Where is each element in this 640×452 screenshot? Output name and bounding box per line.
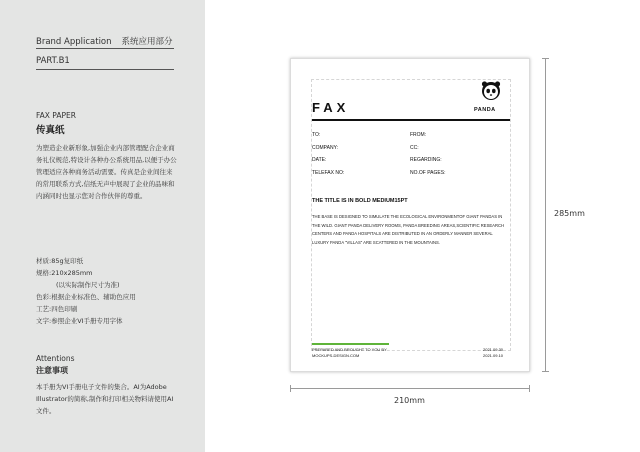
part-label: PART.B1: [36, 56, 70, 66]
accent-line: [312, 343, 389, 345]
header-divider: [36, 48, 174, 49]
spec-font: 文字:参照企业VI手册专用字体: [36, 317, 123, 325]
field-pages: NO.OF PAGES:: [410, 170, 446, 176]
footer-credit: [312, 347, 387, 359]
part-divider: [36, 69, 174, 70]
footer-credit-line1: PREPARED AND BROUGHT TO YOU BY: [312, 347, 387, 352]
attentions-en: Attentions: [36, 354, 75, 363]
panda-logo-icon: [481, 80, 501, 102]
fax-title: FAX: [312, 100, 350, 115]
height-label: 285mm: [554, 209, 585, 218]
section-header: [36, 35, 173, 47]
field-company: COMPANY:: [312, 145, 339, 151]
header-cn: 系统应用部分: [121, 37, 173, 47]
footer-date-1: 2021.09.30: [483, 347, 504, 352]
spec-material: 材质:85g复印纸: [36, 257, 84, 265]
logo-wordmark: PANDA: [474, 107, 496, 113]
spec-size-note: (以实际制作尺寸为准): [56, 281, 120, 289]
field-telefax: TELEFAX NO:: [312, 170, 345, 176]
spec-list: [36, 255, 196, 327]
attentions-cn: 注意事项: [36, 366, 68, 375]
field-cc: CC:: [410, 145, 419, 151]
height-tick-top: [542, 58, 549, 59]
spec-process: 工艺:四色印刷: [36, 305, 78, 313]
footer-credit-line2: MOCKUPS-DESIGN.COM: [312, 353, 360, 358]
height-dimension-line: [545, 58, 546, 372]
field-regarding: REGARDING:: [410, 157, 442, 163]
fax-subject: THE TITLE IS IN BOLD MEDIUM15PT: [312, 198, 408, 204]
header-en: Brand Application: [36, 37, 112, 47]
footer-dates: [483, 347, 503, 359]
field-from: FROM:: [410, 132, 427, 138]
fax-body: THE BASE IS DESIGNED TO SIMULATE THE ECOLOGICAL ENVIRONMENTOF GIANT PANDAS IN THE WILD. GIANT PANDA DELIVERY ROOMS, PANDA BREEDING AREAS,SCIENTIFIC RESEARCH CENTERS AND PANDA HOSPITALS ARE DISTRIBUTED IN AN ORDERLY MANNER SEVERAL LUXURY PANDA "VILLAS" ARE SCATTERED IN THE MOUNTAINS.: [312, 214, 505, 245]
spec-color: 色彩:根据企业标准色、辅助色应用: [36, 293, 136, 301]
height-tick-bottom: [542, 371, 549, 372]
info-sidebar: [0, 0, 205, 452]
fax-paper-mockup: [290, 58, 530, 372]
width-label: 210mm: [394, 396, 425, 405]
field-to: TO:: [312, 132, 321, 138]
title-cn: 传真纸: [36, 125, 65, 136]
attentions-note: 本手册为VI手册电子文件的集合。AI为Adobe Illustrator的简称,制作和打印相关物料请使用AI文件。: [36, 383, 174, 415]
footer-date-2: 2021.09.10: [483, 353, 504, 358]
description: 为塑造企业新形象,加强企业内部管理配合企业商务礼仪规范,特设计各种办公系统用品,以便于办公管理适应各种商务活动需要。传真是企业间往来的常用联系方式,信纸无声中展现了企业的品味和内涵同时也显示您对合作伙伴的尊重。: [36, 144, 177, 200]
width-dimension-line: [290, 388, 530, 389]
header-bar: [312, 119, 510, 121]
spec-size: 规格:210x285mm: [36, 269, 93, 277]
width-tick-right: [529, 385, 530, 392]
title-en: FAX PAPER: [36, 111, 76, 120]
field-date: DATE:: [312, 157, 327, 163]
width-tick-left: [290, 385, 291, 392]
